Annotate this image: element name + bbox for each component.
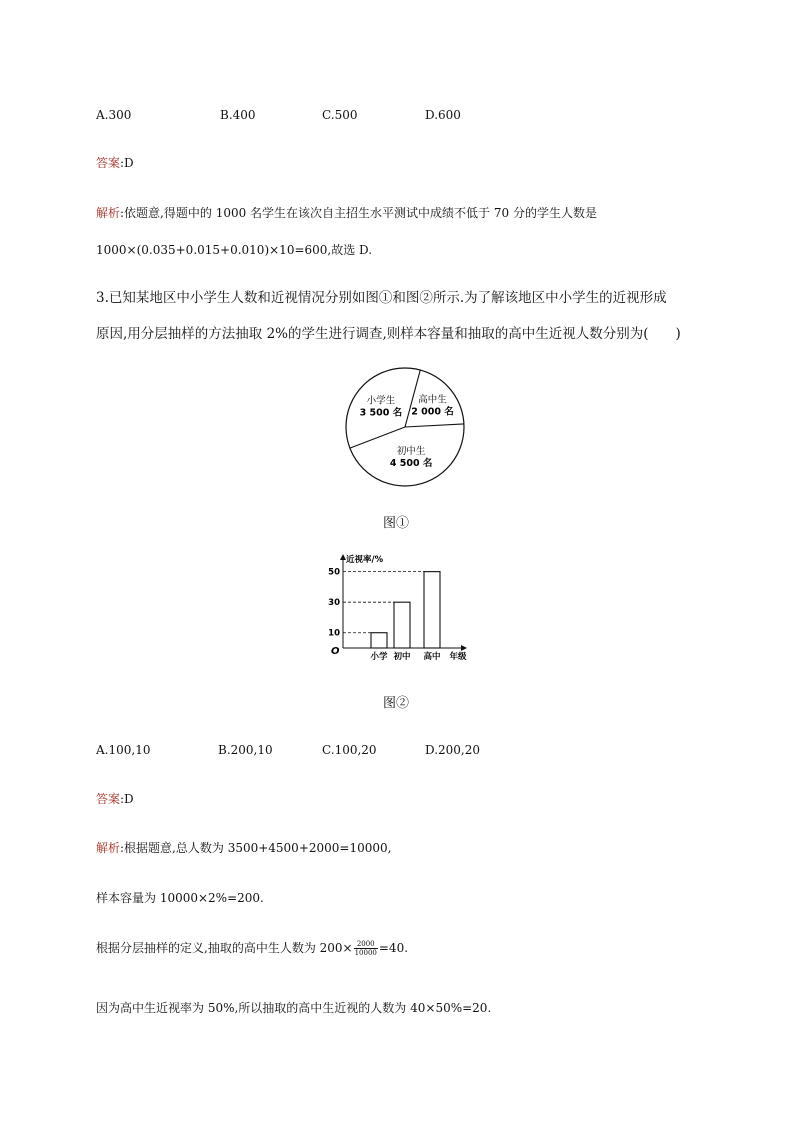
x-axis-arrow: [461, 645, 467, 651]
x-tick-label: 高中: [423, 652, 441, 662]
y-tick-label: 10: [328, 628, 340, 639]
pie-value-label: 4 500 名: [389, 457, 433, 469]
q3-analysis-line2: 样本容量为 10000×2%=200.: [96, 891, 264, 905]
q2-analysis-line1: [96, 205, 597, 221]
bar: [394, 602, 410, 648]
fraction-denominator: 10000: [354, 949, 377, 957]
q3-analysis-text1: :根据题意,总人数为 3500+4500+2000=10000,: [120, 841, 392, 855]
q3-stem-line1: 3.已知某地区中小学生人数和近视情况分别如图①和图②所示.为了解该地区中小学生的近视形成: [96, 290, 667, 306]
pie-value-label: 3 500 名: [359, 407, 403, 419]
pie-category-label: 高中生: [418, 394, 447, 406]
bar: [371, 633, 387, 648]
q2-analysis-label: 解析: [96, 206, 121, 220]
q3-analysis-line3-prefix: 根据分层抽样的定义,抽取的高中生人数为 200×: [96, 941, 353, 955]
x-tick-label: 初中: [393, 652, 411, 662]
q3-option-c: C.100,20: [322, 743, 377, 757]
q3-stem-line2: 原因,用分层抽样的方法抽取 2%的学生进行调查,则样本容量和抽取的高中生近视人数分别为( ): [96, 326, 681, 342]
q3-analysis-label: 解析: [96, 841, 121, 855]
q2-option-c: C.500: [322, 108, 358, 122]
q3-analysis-line3-suffix: =40.: [378, 941, 409, 955]
pie-category-label: 初中生: [396, 445, 426, 457]
q2-answer-label: 答案: [96, 156, 121, 170]
x-axis-label: 年级: [449, 652, 467, 662]
q3-analysis-line1: [96, 840, 391, 856]
q2-analysis-text1: :依题意,得题中的 1000 名学生在该次自主招生水平测试中成绩不低于 70 分的学生人数是: [120, 206, 597, 220]
y-tick-label: 30: [328, 598, 340, 609]
q2-option-b: B.400: [220, 108, 256, 122]
q3-answer: [96, 791, 134, 807]
q2-option-d: D.600: [425, 108, 461, 122]
q3-answer-value: :D: [120, 792, 134, 806]
q3-option-b: B.200,10: [218, 743, 273, 757]
y-axis-label: 近视率/%: [346, 555, 384, 565]
q3-analysis-line3: [96, 937, 408, 959]
fraction: [354, 940, 378, 957]
fig2-caption: 图②: [383, 696, 410, 711]
q2-answer: [96, 155, 134, 171]
q2-option-a: A.300: [96, 108, 132, 122]
bar: [424, 572, 440, 648]
fig1-caption: 图①: [383, 516, 410, 531]
bar-chart: [323, 552, 473, 667]
pie-category-label: 小学生: [366, 395, 396, 407]
fraction-numerator: 2000: [354, 940, 378, 949]
pie-slice-boundary: [405, 424, 464, 427]
q3-option-d: D.200,20: [425, 743, 480, 757]
x-tick-label: 小学: [370, 652, 388, 662]
origin-label: O: [331, 646, 340, 657]
q2-answer-value: :D: [120, 156, 134, 170]
q2-analysis-line2: 1000×(0.035+0.015+0.010)×10=600,故选 D.: [96, 243, 373, 257]
q3-option-a: A.100,10: [96, 743, 151, 757]
q3-analysis-line4: 因为高中生近视率为 50%,所以抽取的高中生近视的人数为 40×50%=20.: [96, 1001, 492, 1015]
pie-chart: [340, 365, 470, 490]
q3-answer-label: 答案: [96, 792, 121, 806]
pie-value-label: 2 000 名: [411, 406, 454, 418]
y-tick-label: 50: [328, 567, 340, 578]
